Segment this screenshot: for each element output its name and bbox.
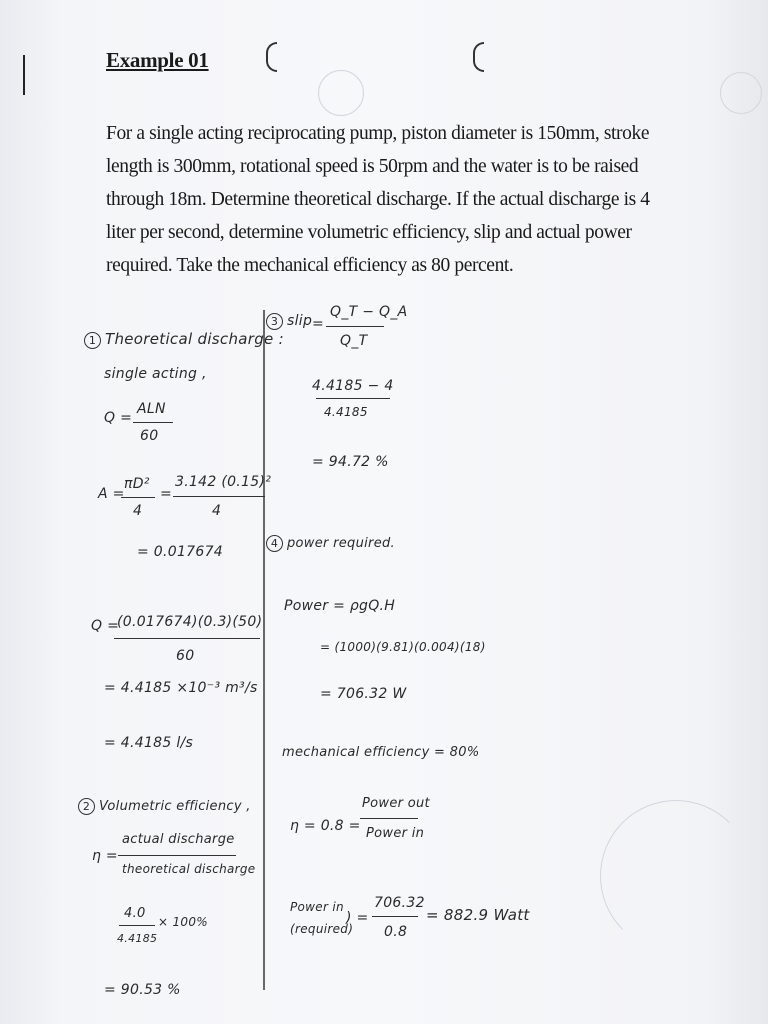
eta-multiplier: × 100% [158,915,208,929]
fraction-bar [119,925,155,926]
slip-numerator-values: 4.4185 − 4 [312,378,394,394]
section-4-heading [266,535,395,552]
area-numerator: πD² [124,476,150,492]
power-result: = 706.32 W [320,686,407,702]
fraction-bar [114,638,260,639]
power-in-equals: ) = [346,910,369,926]
single-acting-note: single acting , [104,366,207,382]
slip-denominator: Q_T [340,333,368,349]
fraction-bar [133,422,173,423]
fraction-bar [173,496,265,497]
punch-hole-mark [473,42,484,72]
step-number-3: 3 [266,313,283,330]
slip-denominator-values: 4.4185 [324,405,368,419]
section-4-title: power required. [287,536,395,551]
q-result-ls: = 4.4185 l/s [104,735,194,751]
fraction-bar [326,326,384,327]
power-substitution: = (1000)(9.81)(0.004)(18) [320,640,486,654]
area-equals: = [160,486,173,502]
eta-numerator: actual discharge [122,832,235,847]
bleed-circle [720,72,762,114]
bleed-circle [600,800,752,952]
fraction-bar [372,916,418,917]
eta-numerator-value: 4.0 [124,906,146,921]
slip-result: = 94.72 % [312,454,389,470]
q-result-m3s: = 4.4185 ×10⁻³ m³/s [104,680,258,696]
eta-denominator: theoretical discharge [122,862,256,876]
area-denominator: 4 [133,503,143,519]
power-in-numerator: 706.32 [374,895,425,911]
mech-eta-numerator: Power out [362,796,430,811]
mech-eta-lhs: η = 0.8 = [290,818,361,834]
power-in-result: = 882.9 Watt [426,906,530,924]
fraction-bar [316,398,390,399]
eta-lhs: η = [92,848,118,864]
power-formula: Power = ρgQ.H [284,598,396,614]
section-3-heading [266,313,312,330]
section-2-title: Volumetric efficiency , [99,799,251,814]
column-divider [263,310,265,990]
section-1-title: Theoretical discharge : [105,330,284,348]
q-formula-numerator: ALN [137,401,166,417]
power-in-label: Power in [290,900,344,914]
punch-hole-mark [266,42,277,72]
step-number-4: 4 [266,535,283,552]
mech-eta-denominator: Power in [366,826,425,841]
area-denominator-values: 4 [212,503,222,519]
mechanical-efficiency-note: mechanical efficiency = 80% [282,745,480,760]
area-lhs: A = [98,486,125,502]
q-calc-numerator: (0.017674)(0.3)(50) [117,614,263,630]
q-formula-lhs: Q = [104,410,133,426]
power-in-required: (required) [290,922,354,936]
problem-statement: For a single acting reciprocating pump, piston diameter is 150mm, stroke length is 300mm, rotational speed is 50rpm and the water is to be raised through 18m. Determine theoretical discharge. If the actual discharge is 4 liter per second, determine volumetric efficiency, slip and actual power required. Take the mechanical efficiency as 80 percent. [106,123,650,276]
area-numerator-values: 3.142 (0.15)² [175,474,272,490]
example-title: Example 01 [106,48,209,72]
q-formula-denominator: 60 [140,428,159,444]
fraction-bar [118,855,236,856]
section-2-heading [78,798,251,815]
slip-equals: = [312,316,325,332]
eta-denominator-value: 4.4185 [117,932,158,945]
step-number-2: 2 [78,798,95,815]
margin-mark [23,55,25,95]
q-calc-lhs: Q = [91,618,120,634]
power-in-denominator: 0.8 [384,924,408,940]
fraction-bar [360,818,418,819]
fraction-bar [121,497,155,498]
section-3-title: slip [287,313,313,329]
eta-result: = 90.53 % [104,982,181,998]
q-calc-denominator: 60 [176,648,195,664]
step-number-1: 1 [84,332,101,349]
area-result: = 0.017674 [137,544,223,560]
section-1-heading [84,330,284,349]
slip-numerator: Q_T − Q_A [330,304,408,320]
bleed-circle [318,70,364,116]
